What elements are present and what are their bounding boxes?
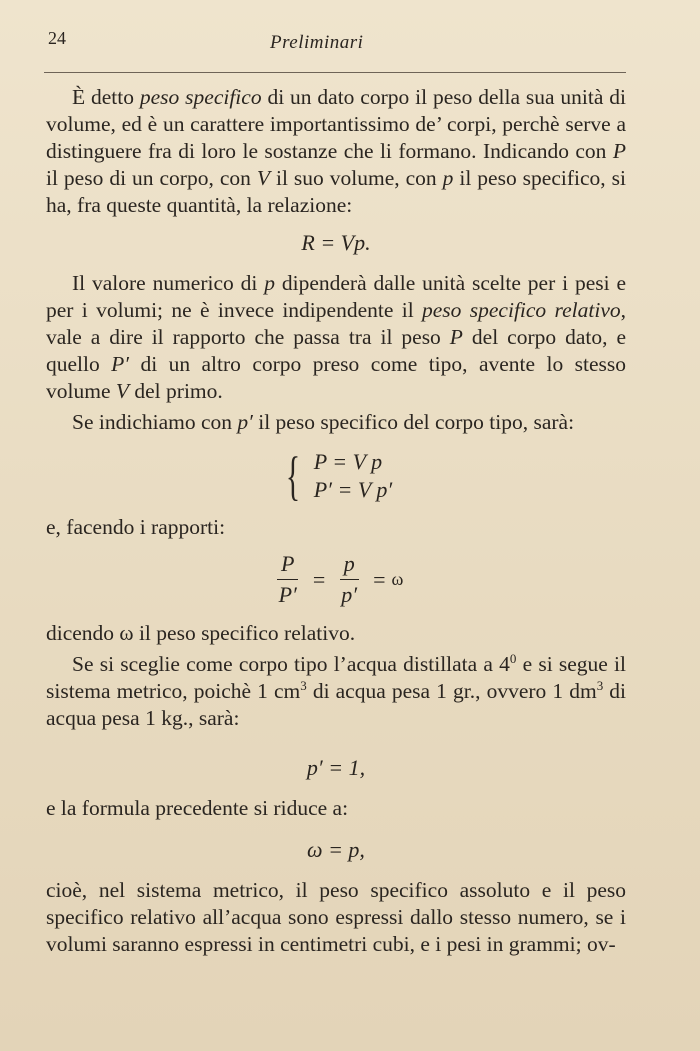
paragraph-distilled-water: Se si sceglie come corpo tipo l’acqua distillata a $4^0$ e si segue il sistema metrico, poichè 1 $cm^3$ di acqua pesa 1 gr., ovvero 1 $dm^3$ di acqua pesa 1 kg., sarà: <box>46 650 627 730</box>
running-head: Preliminari <box>270 32 364 53</box>
header-rule <box>44 72 626 73</box>
paragraph-ratios: e, facendo i rapporti: <box>46 515 226 539</box>
system-line-2: P′ = V p′ <box>313 477 393 502</box>
system-line-1: P = V p <box>313 449 383 474</box>
paragraph-conclusion: cioè, nel sistema metrico, il peso specifico assoluto e il peso specifico relativo all’acqua sono espressi dallo stesso numero, se i volumi saranno espressi in centimetri cubi, e i pesi in grammi; ov- <box>46 878 626 956</box>
term-peso-specifico-relativo: peso specifico relativo <box>422 298 621 322</box>
equation-omega-p: ω = p, <box>307 837 365 862</box>
paragraph-relative-weight: Il valore numerico di p dipenderà dalle unità scelte per i pesi e per i volumi; ne è invece indipendente il peso specifico relativo, vale a dire il rapporto che passa tra il peso P del corpo dato, e quello P′ di un altro corpo preso come tipo, avente lo stesso volume V del primo. <box>46 271 627 403</box>
paragraph-definition: È detto peso specifico di un dato corpo il peso della sua unità di volume, ed è un carattere importantissimo de’ corpi, perchè serve a distinguere fra di loro le sostanze che li formano. Indicando con P il peso di un corpo, con V il suo volume, con p il peso specifico, si ha, fra queste quantità, la relazione: <box>46 85 627 217</box>
paragraph-formula-reduces: e la formula precedente si riduce a: <box>46 796 349 820</box>
fraction-weights: $\frac{P}{P'}$ <box>278 551 297 607</box>
fraction-specific-weights: $\frac{p}{p'}$ <box>341 551 358 607</box>
equation-ratio: $\frac{P}{P'}$ = $\frac{p}{p'}$ = ω <box>46 551 626 608</box>
term-peso-specifico: peso specifico <box>139 85 262 109</box>
body-text <box>46 84 626 958</box>
paragraph-reference-body: Se indichiamo con p′ il peso specifico del corpo tipo, sarà: <box>72 410 575 434</box>
paragraph-omega-definition: dicendo ω il peso specifico relativo. <box>46 621 356 645</box>
omega-symbol: ω <box>391 569 404 589</box>
equation-p-prime-one: p′ = 1, <box>306 755 366 780</box>
equation-system <box>46 448 626 504</box>
page-number: 24 <box>48 28 66 48</box>
equation-r-vp: R = Vp. <box>301 230 371 255</box>
brace-symbol: { <box>285 446 300 506</box>
